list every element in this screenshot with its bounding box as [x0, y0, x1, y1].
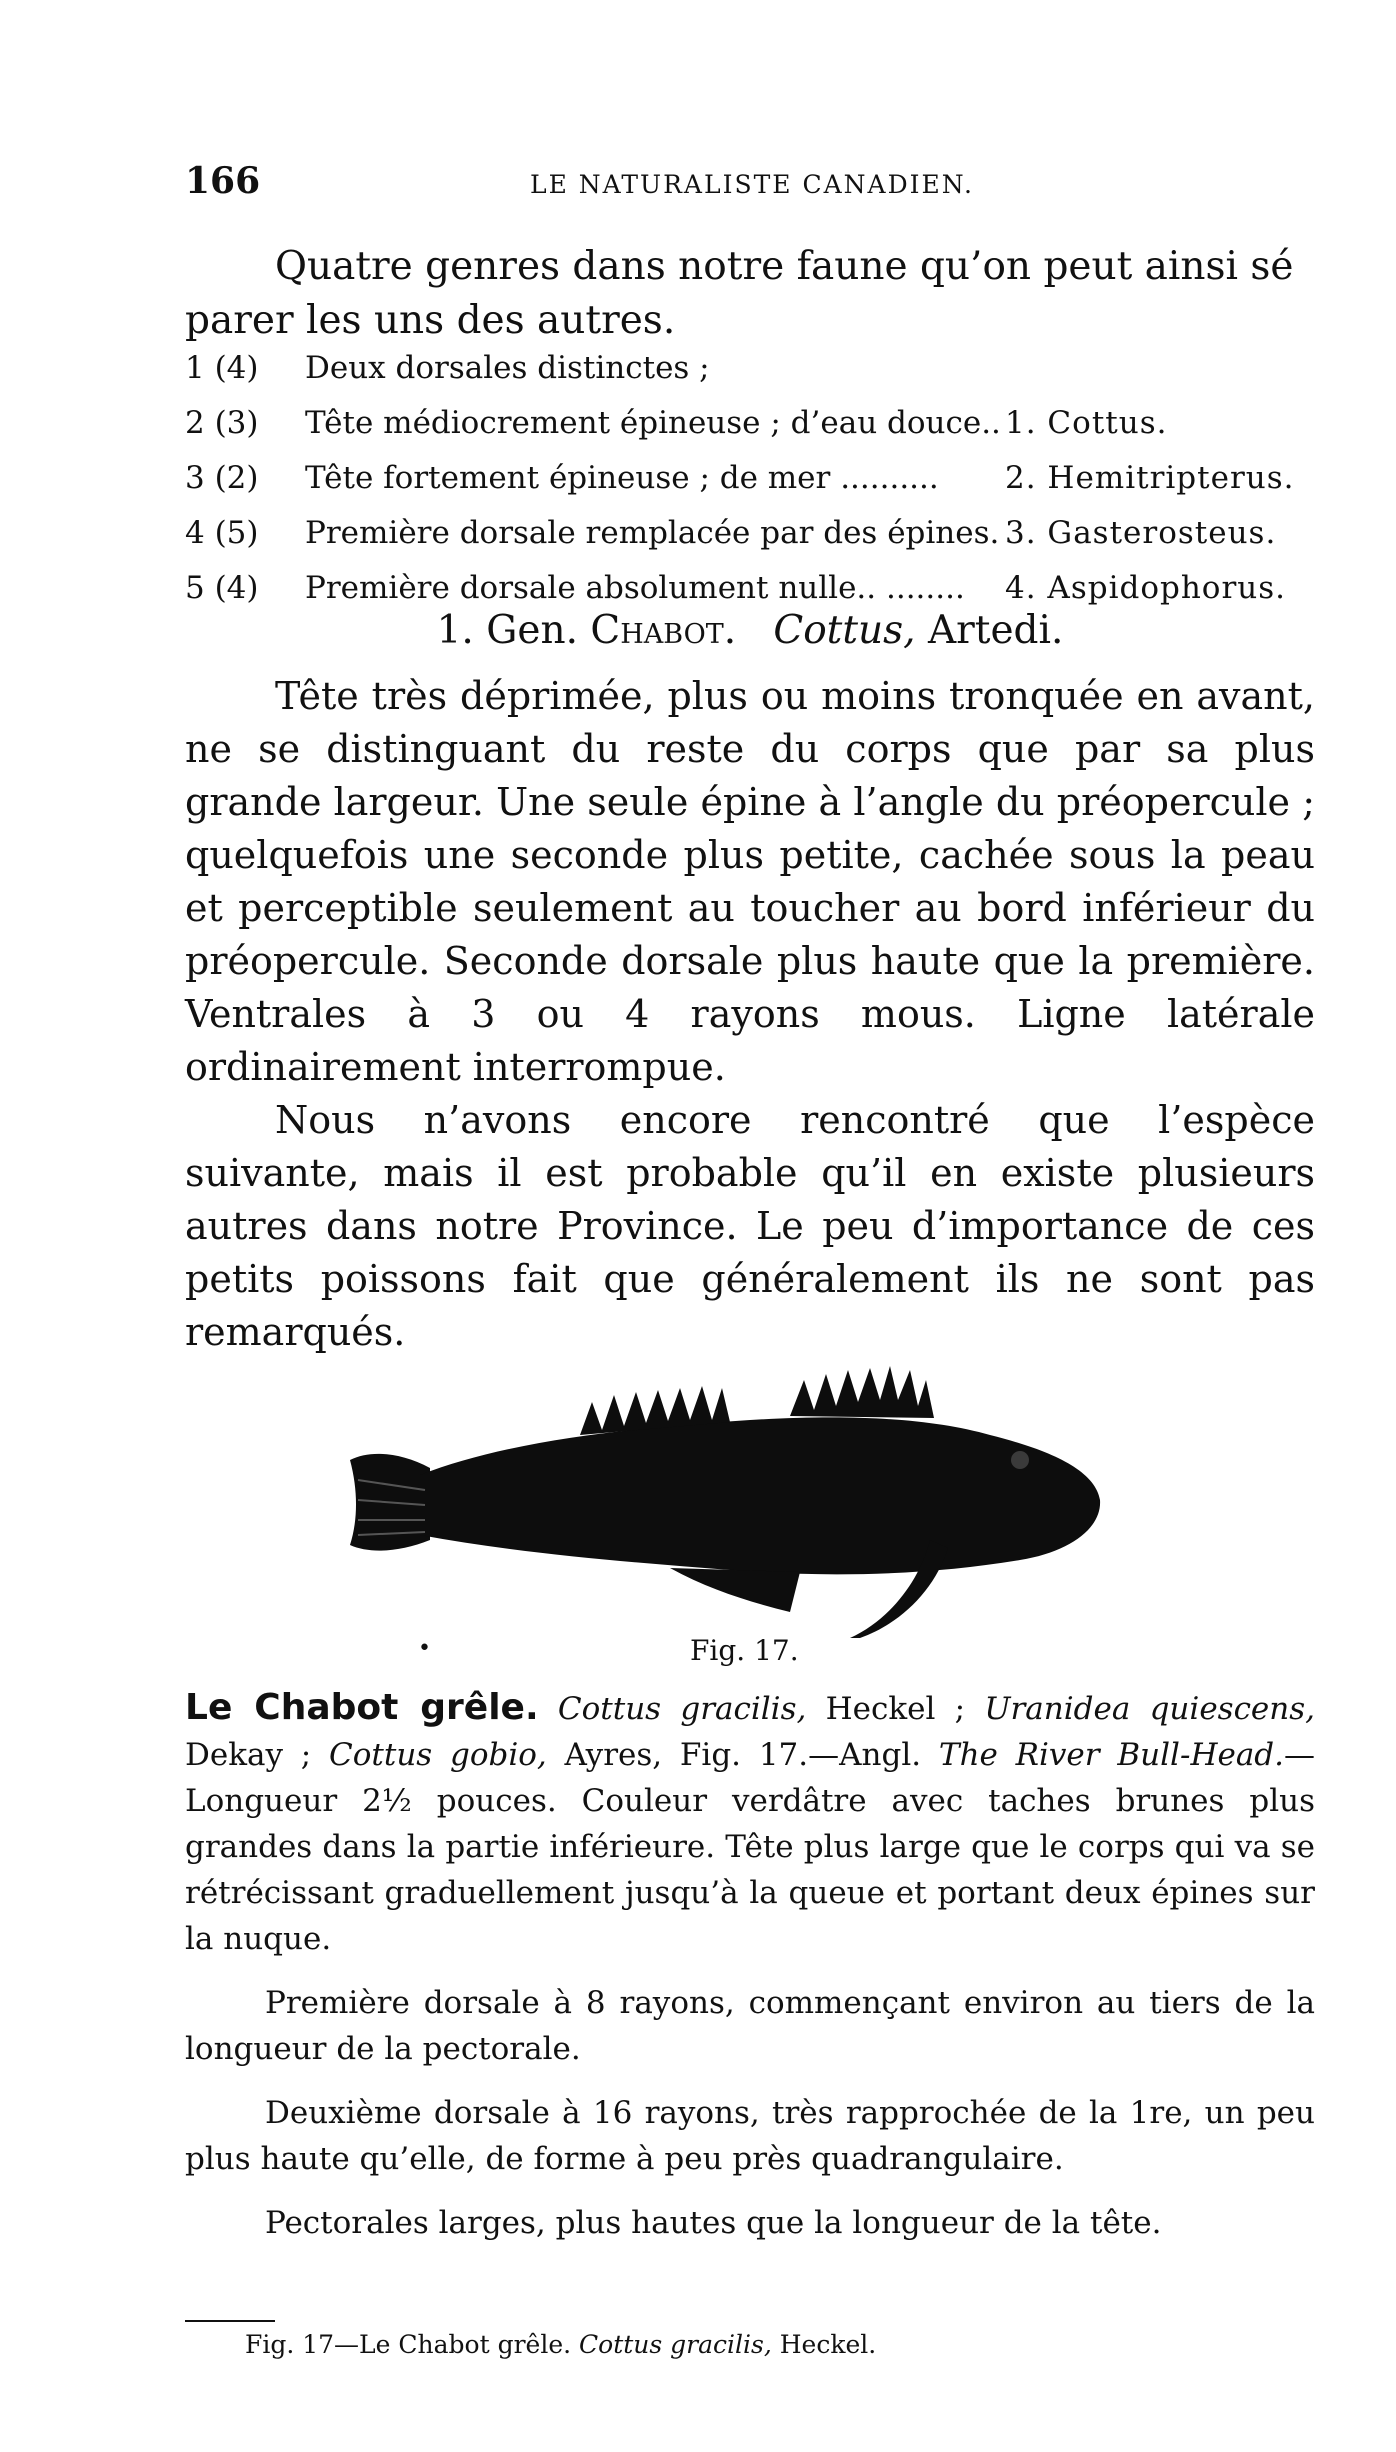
- species-synonym: Cottus gobio,: [329, 1737, 547, 1773]
- key-text: Première dorsale remplacée par des épines.: [305, 515, 1000, 551]
- species-name: Le Chabot grêle.: [185, 1687, 539, 1728]
- body-paragraph: Nous n’avons encore rencontré que l’espèce suivante, mais il est probable qu’il en existe plusieurs autres dans notre Province. Le peu d’importance de ces petits poissons fait que généralement ils ne sont pas remarqués.: [185, 1098, 1315, 1354]
- species-text: — Longueur 2½ pouces. Couleur verdâtre avec taches brunes plus grandes dans la partie inférieure. Tête plus large que le corps qui va se rétrécissant graduellement jusqu’à la queue et portant deux épines sur la nuque.: [185, 1737, 1316, 1957]
- key-number: 2 (3): [185, 405, 259, 441]
- species-author: Ayres, Fig. 17.—Angl.: [546, 1737, 939, 1773]
- key-result: 2. Hemitripterus.: [1005, 460, 1295, 496]
- genus-latin: Cottus,: [773, 608, 916, 653]
- genus-number: 1. Gen.: [436, 608, 578, 653]
- figure-bullet: •: [418, 1636, 431, 1661]
- running-title: LE NATURALISTE CANADIEN.: [530, 170, 974, 199]
- key-number: 5 (4): [185, 570, 259, 606]
- key-row: [185, 460, 1315, 515]
- species-latin: Cottus gracilis,: [557, 1691, 807, 1727]
- footnote: [245, 2330, 876, 2359]
- figure-label: Fig. 17.: [690, 1634, 799, 1667]
- key-number: 4 (5): [185, 515, 259, 551]
- species-author: Heckel ;: [806, 1691, 985, 1727]
- genus-name: Chabot.: [590, 608, 737, 653]
- species-description: [185, 1685, 1315, 2246]
- fish-illustration: [330, 1340, 1150, 1640]
- key-text: Tête médiocrement épineuse ; d’eau douce..: [305, 405, 1001, 441]
- genus-author: Artedi.: [927, 608, 1064, 653]
- footnote-rule: [185, 2320, 275, 2322]
- page-number: 166: [185, 160, 261, 202]
- species-author: Dekay ;: [185, 1737, 330, 1773]
- species-synonym: Uranidea quiescens,: [984, 1691, 1316, 1727]
- species-english-name: The River Bull-Head.: [938, 1737, 1285, 1773]
- key-number: 3 (2): [185, 460, 259, 496]
- intro-paragraph: [185, 240, 1315, 348]
- key-row: [185, 515, 1315, 570]
- species-paragraph: [185, 1685, 1315, 1962]
- key-result: 3. Gasterosteus.: [1005, 515, 1277, 551]
- genus-key: [185, 350, 1315, 625]
- key-result: 1. Cottus.: [1005, 405, 1168, 441]
- footnote-author: Heckel.: [779, 2330, 877, 2359]
- genus-description: [185, 670, 1315, 1359]
- key-row: [185, 405, 1315, 460]
- key-text: Tête fortement épineuse ; de mer ..........: [305, 460, 939, 496]
- species-paragraph: Première dorsale à 8 rayons, commençant environ au tiers de la longueur de la pectorale.: [185, 1985, 1315, 2067]
- footnote-latin: Cottus gracilis,: [579, 2330, 772, 2359]
- key-text: Première dorsale absolument nulle.. ........: [305, 570, 965, 606]
- page-header: [185, 160, 1315, 200]
- key-text: Deux dorsales distinctes ;: [305, 350, 710, 386]
- key-result: 4. Aspidophorus.: [1005, 570, 1287, 606]
- key-number: 1 (4): [185, 350, 259, 386]
- key-row: [185, 350, 1315, 405]
- footnote-prefix: Fig. 17—Le Chabot grêle.: [245, 2330, 572, 2359]
- fish-icon: [330, 1340, 1150, 1640]
- intro-text: Quatre genres dans notre faune qu’on peut ainsi sé parer les uns des autres.: [185, 244, 1294, 343]
- species-paragraph: Pectorales larges, plus hautes que la longueur de la tête.: [265, 2205, 1162, 2241]
- species-paragraph: Deuxième dorsale à 16 rayons, très rapprochée de la 1re, un peu plus haute qu’elle, de forme à peu près quadrangulaire.: [185, 2095, 1315, 2177]
- genus-heading: [185, 608, 1315, 653]
- body-paragraph: Tête très déprimée, plus ou moins tronquée en avant, ne se distinguant du reste du corps que par sa plus grande largeur. Une seule épine à l’angle du préopercule ; quelquefois une seconde plus petite, cachée sous la peau et perceptible seulement au toucher au bord inférieur du préopercule. Seconde dorsale plus haute que la première. Ventrales à 3 ou 4 rayons mous. Ligne latérale ordinairement interrompue.: [185, 674, 1315, 1089]
